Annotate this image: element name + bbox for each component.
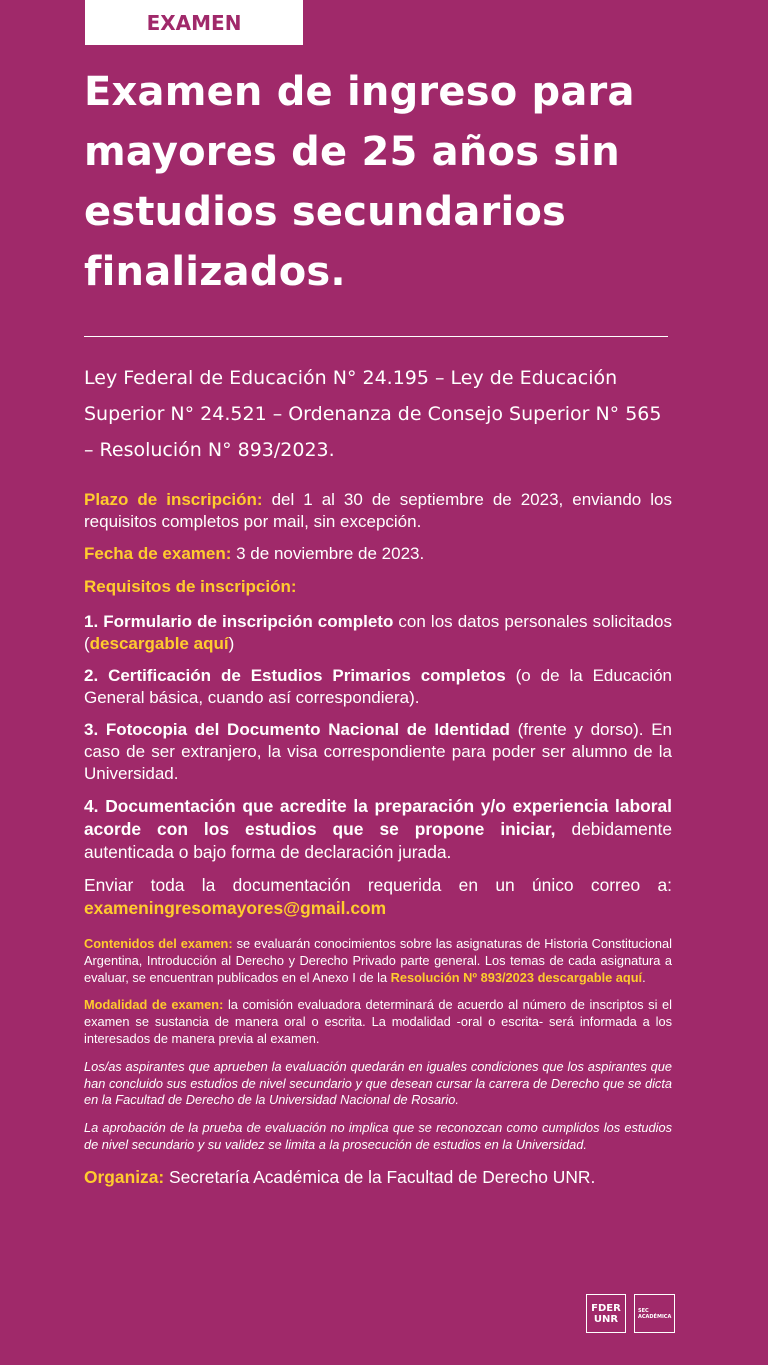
requisito-title: 1. Formulario de inscripción completo	[84, 612, 394, 631]
nota-equivalencia: Los/as aspirantes que aprueben la evaluación quedarán en iguales condiciones que los aspirantes que han concluido sus estudios de nivel secundario y que desean cursar la carrera de Derecho que se dicta en la Facultad de Derecho de la Universidad Nacional de Rosario.	[84, 1058, 672, 1108]
fder-logo-line1: FDER	[591, 1302, 621, 1314]
sec-academica-logo	[634, 1294, 675, 1333]
sec-logo-line1: SEC	[638, 1307, 649, 1314]
main-content	[84, 489, 672, 1189]
contenidos-paragraph	[84, 936, 672, 986]
fder-unr-logo	[586, 1294, 626, 1333]
requisito-text: (frente y dorso). En caso de ser extranjero, la visa correspondiente para poder ser alumno de la Universidad.	[84, 720, 672, 783]
requisito-title: 2. Certificación de Estudios Primarios completos	[84, 666, 506, 685]
organiza-label: Organiza:	[84, 1166, 165, 1187]
resolucion-download-link[interactable]: Resolución Nº 893/2023 descargable aquí	[390, 969, 643, 985]
requisito-title: 3. Fotocopia del Documento Nacional de Identidad	[84, 720, 510, 739]
plazo-label: Plazo de inscripción:	[84, 490, 263, 509]
modalidad-paragraph	[84, 997, 672, 1047]
modalidad-label: Modalidad de examen:	[84, 997, 224, 1013]
divider	[84, 336, 668, 337]
requisito-item	[84, 795, 672, 864]
fder-logo-line2: UNR	[593, 1313, 619, 1325]
requisito-text: con los datos personales solicitados (	[84, 612, 672, 653]
fecha-text: 3 de noviembre de 2023.	[231, 544, 425, 563]
organiza-text: Secretaría Académica de la Facultad de Derecho UNR.	[164, 1166, 596, 1187]
nota-validez: La aprobación de la prueba de evaluación no implica que se reconozcan como cumplidos los estudios de nivel secundario y su validez se limita a la prosecución de estudios en la Universidad.	[84, 1120, 672, 1152]
modalidad-text: la comisión evaluadora determinará de acuerdo al número de inscriptos si el examen se sustancia de manera oral o escrita. La modalidad -oral o escrita- será informada a los interesados de manera previa al examen.	[84, 997, 672, 1046]
email-link[interactable]: exameningresomayores@gmail.com	[84, 898, 387, 918]
organiza-paragraph	[84, 1166, 672, 1189]
requisito-item	[84, 611, 672, 655]
plazo-paragraph	[84, 489, 672, 533]
footer-logos	[586, 1294, 675, 1336]
contenidos-text: se evaluarán conocimientos sobre las asignaturas de Historia Constitucional Argentina, Introducción al Derecho y Derecho Privado parte general. Los temas de cada asignatura a evaluar, se encuentran publicados en el Anexo I de la	[84, 936, 672, 985]
fecha-label: Fecha de examen:	[84, 544, 232, 563]
enviar-text: Enviar toda la documentación requerida en un único correo a:	[84, 875, 672, 895]
requisito-text: debidamente autenticada o bajo forma de declaración jurada.	[84, 819, 673, 862]
fecha-paragraph	[84, 543, 672, 565]
formulario-download-link[interactable]: descargable aquí	[89, 634, 229, 653]
page-title: Examen de ingreso para mayores de 25 años sin estudios secundarios finalizados.	[84, 69, 635, 295]
enviar-paragraph	[84, 874, 672, 920]
contenidos-label: Contenidos del examen:	[84, 936, 233, 951]
section-tag: EXAMEN	[85, 0, 303, 45]
contenidos-text-end: .	[642, 969, 646, 985]
requisito-text: (o de la Educación General básica, cuando así correspondiera).	[84, 666, 672, 707]
requisito-text-end: )	[228, 634, 235, 653]
plazo-text: del 1 al 30 de septiembre de 2023, enviando los requisitos completos por mail, sin excepción.	[84, 490, 672, 531]
requisito-item	[84, 665, 672, 709]
requisitos-heading: Requisitos de inscripción:	[84, 577, 297, 596]
requisito-item	[84, 719, 672, 785]
sec-logo-line2: ACADÉMICA	[638, 1313, 672, 1320]
legal-references: Ley Federal de Educación N° 24.195 – Ley de Educación Superior N° 24.521 – Ordenanza de Consejo Superior N° 565 – Resolución N° 893/2023.	[84, 367, 662, 461]
requisito-title: 4. Documentación que acredite la preparación y/o experiencia laboral acorde con los estudios que se propone iniciar,	[84, 796, 672, 839]
